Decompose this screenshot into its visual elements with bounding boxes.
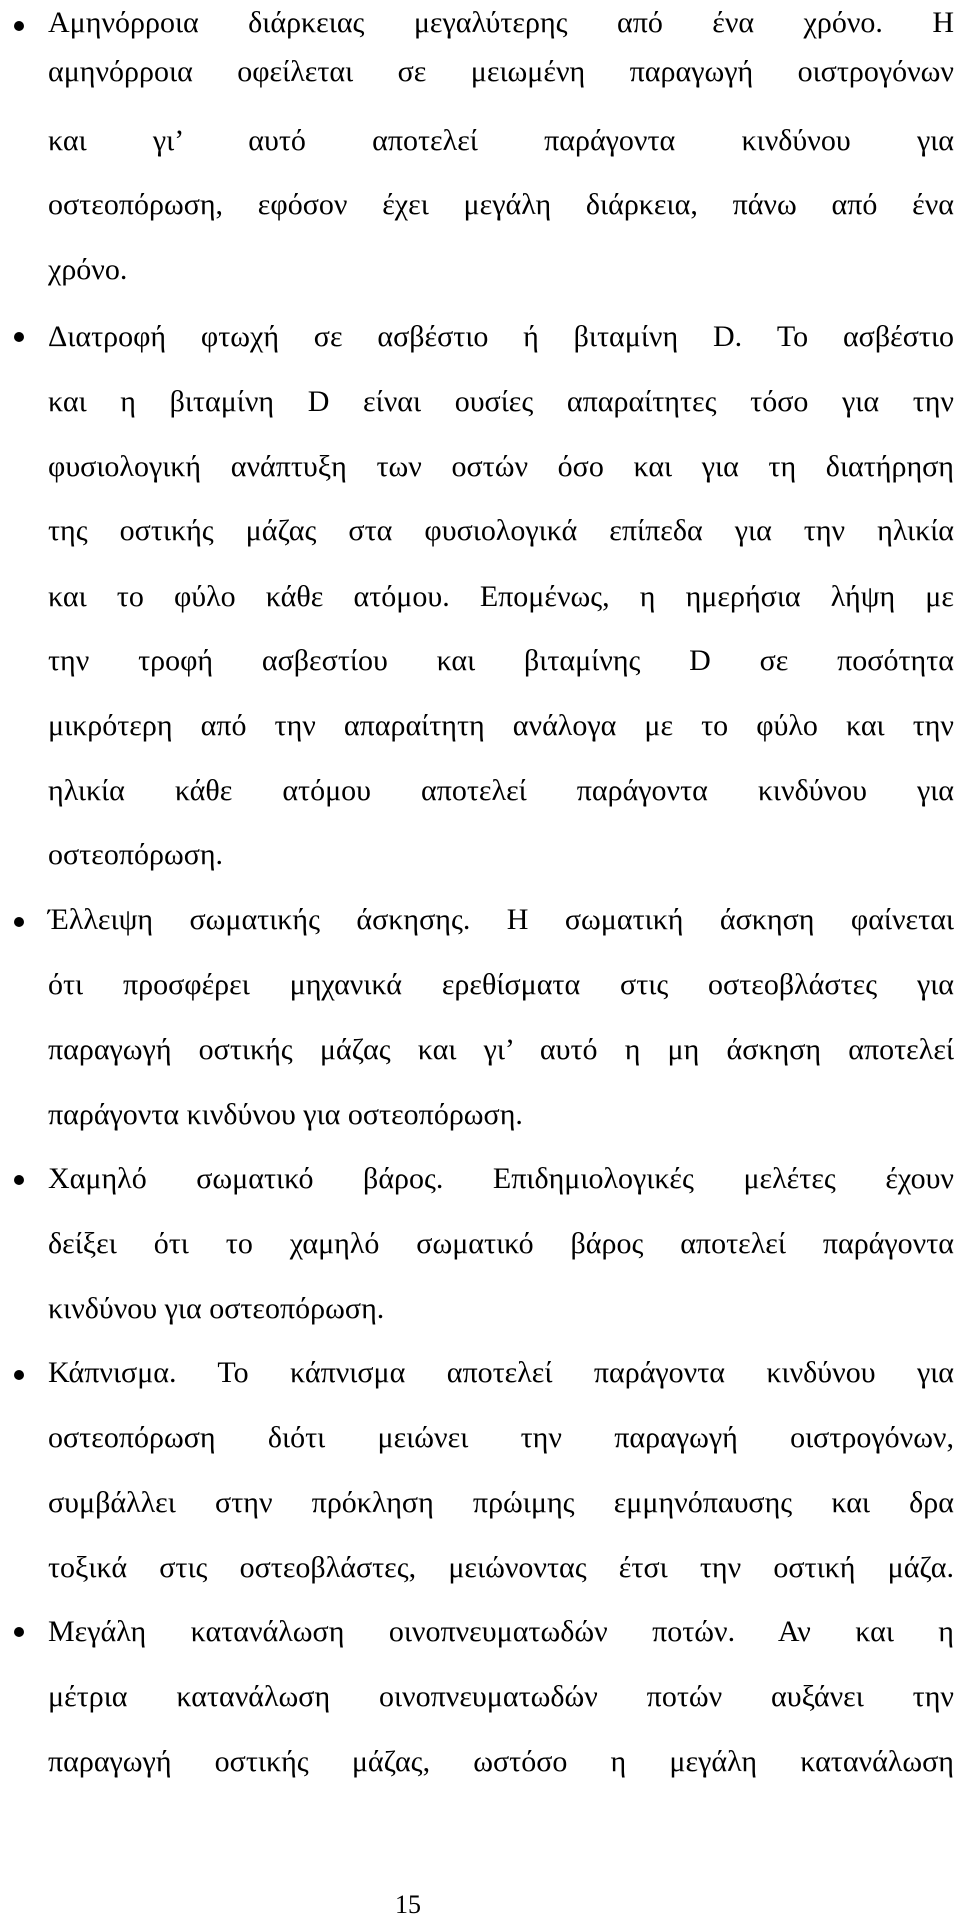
text-line: κινδύνου για οστεοπόρωση. [48,1292,385,1325]
bullet-icon [14,332,24,342]
text-line: οστεοπόρωση διότι μειώνει την παραγωγή οιστρογόνων, [48,1421,954,1454]
text-line: την τροφή ασβεστίου και βιταμίνης D σε ποσότητα [48,644,954,677]
text-line: δείξει ότι το χαμηλό σωματικό βάρος αποτελεί παράγοντα [48,1227,954,1260]
text-line: Κάπνισμα. Το κάπνισμα αποτελεί παράγοντα κινδύνου για [48,1356,954,1389]
text-line: οστεοπόρωση. [48,838,224,871]
text-line: και η βιταμίνη D είναι ουσίες απαραίτητες τόσο για την [48,385,954,418]
text-line: τοξικά στις οστεοβλάστες, μειώνοντας έτσι την οστική μάζα. [48,1551,954,1584]
bullet-icon [14,1370,24,1380]
text-line: φυσιολογική ανάπτυξη των οστών όσο και για τη διατήρηση [48,450,954,483]
text-line: Μεγάλη κατανάλωση οινοπνευματωδών ποτών. Αν και η [48,1615,954,1648]
text-line: χρόνο. [48,253,128,286]
bullet-icon [14,21,24,31]
text-line: οστεοπόρωση, εφόσον έχει μεγάλη διάρκεια, πάνω από ένα [48,188,954,221]
text-line: αμηνόρροια οφείλεται σε μειωμένη παραγωγή οιστρογόνων [48,55,954,88]
text-line: ότι προσφέρει μηχανικά ερεθίσματα στις οστεοβλάστες για [48,968,954,1001]
text-line: Χαμηλό σωματικό βάρος. Επιδημιολογικές μελέτες έχουν [48,1162,954,1195]
text-line: παραγωγή οστικής μάζας και γι’ αυτό η μη άσκηση αποτελεί [48,1033,954,1066]
text-line: Αμηνόρροια διάρκειας μεγαλύτερης από ένα χρόνο. Η [48,6,954,39]
text-line: Έλλειψη σωματικής άσκησης. Η σωματική άσκηση φαίνεται [48,903,954,936]
bullet-icon [14,917,24,927]
text-line: της οστικής μάζας στα φυσιολογικά επίπεδα για την ηλικία [48,514,954,547]
text-line: μέτρια κατανάλωση οινοπνευματωδών ποτών αυξάνει την [48,1680,954,1713]
text-line: και γι’ αυτό αποτελεί παράγοντα κινδύνου για [48,124,954,157]
text-line: και το φύλο κάθε ατόμου. Επομένως, η ημερήσια λήψη με [48,580,954,613]
page-number: 15 [395,1890,421,1919]
bullet-icon [14,1175,24,1185]
text-line: συμβάλλει στην πρόκληση πρώιμης εμμηνόπαυσης και δρα [48,1486,954,1519]
text-line: παράγοντα κινδύνου για οστεοπόρωση. [48,1098,523,1131]
text-line: ηλικία κάθε ατόμου αποτελεί παράγοντα κινδύνου για [48,774,954,807]
text-line: μικρότερη από την απαραίτητη ανάλογα με το φύλο και την [48,709,954,742]
bullet-icon [14,1627,24,1637]
text-line: παραγωγή οστικής μάζας, ωστόσο η μεγάλη κατανάλωση [48,1745,954,1778]
text-line: Διατροφή φτωχή σε ασβέστιο ή βιταμίνη D. Το ασβέστιο [48,320,954,353]
